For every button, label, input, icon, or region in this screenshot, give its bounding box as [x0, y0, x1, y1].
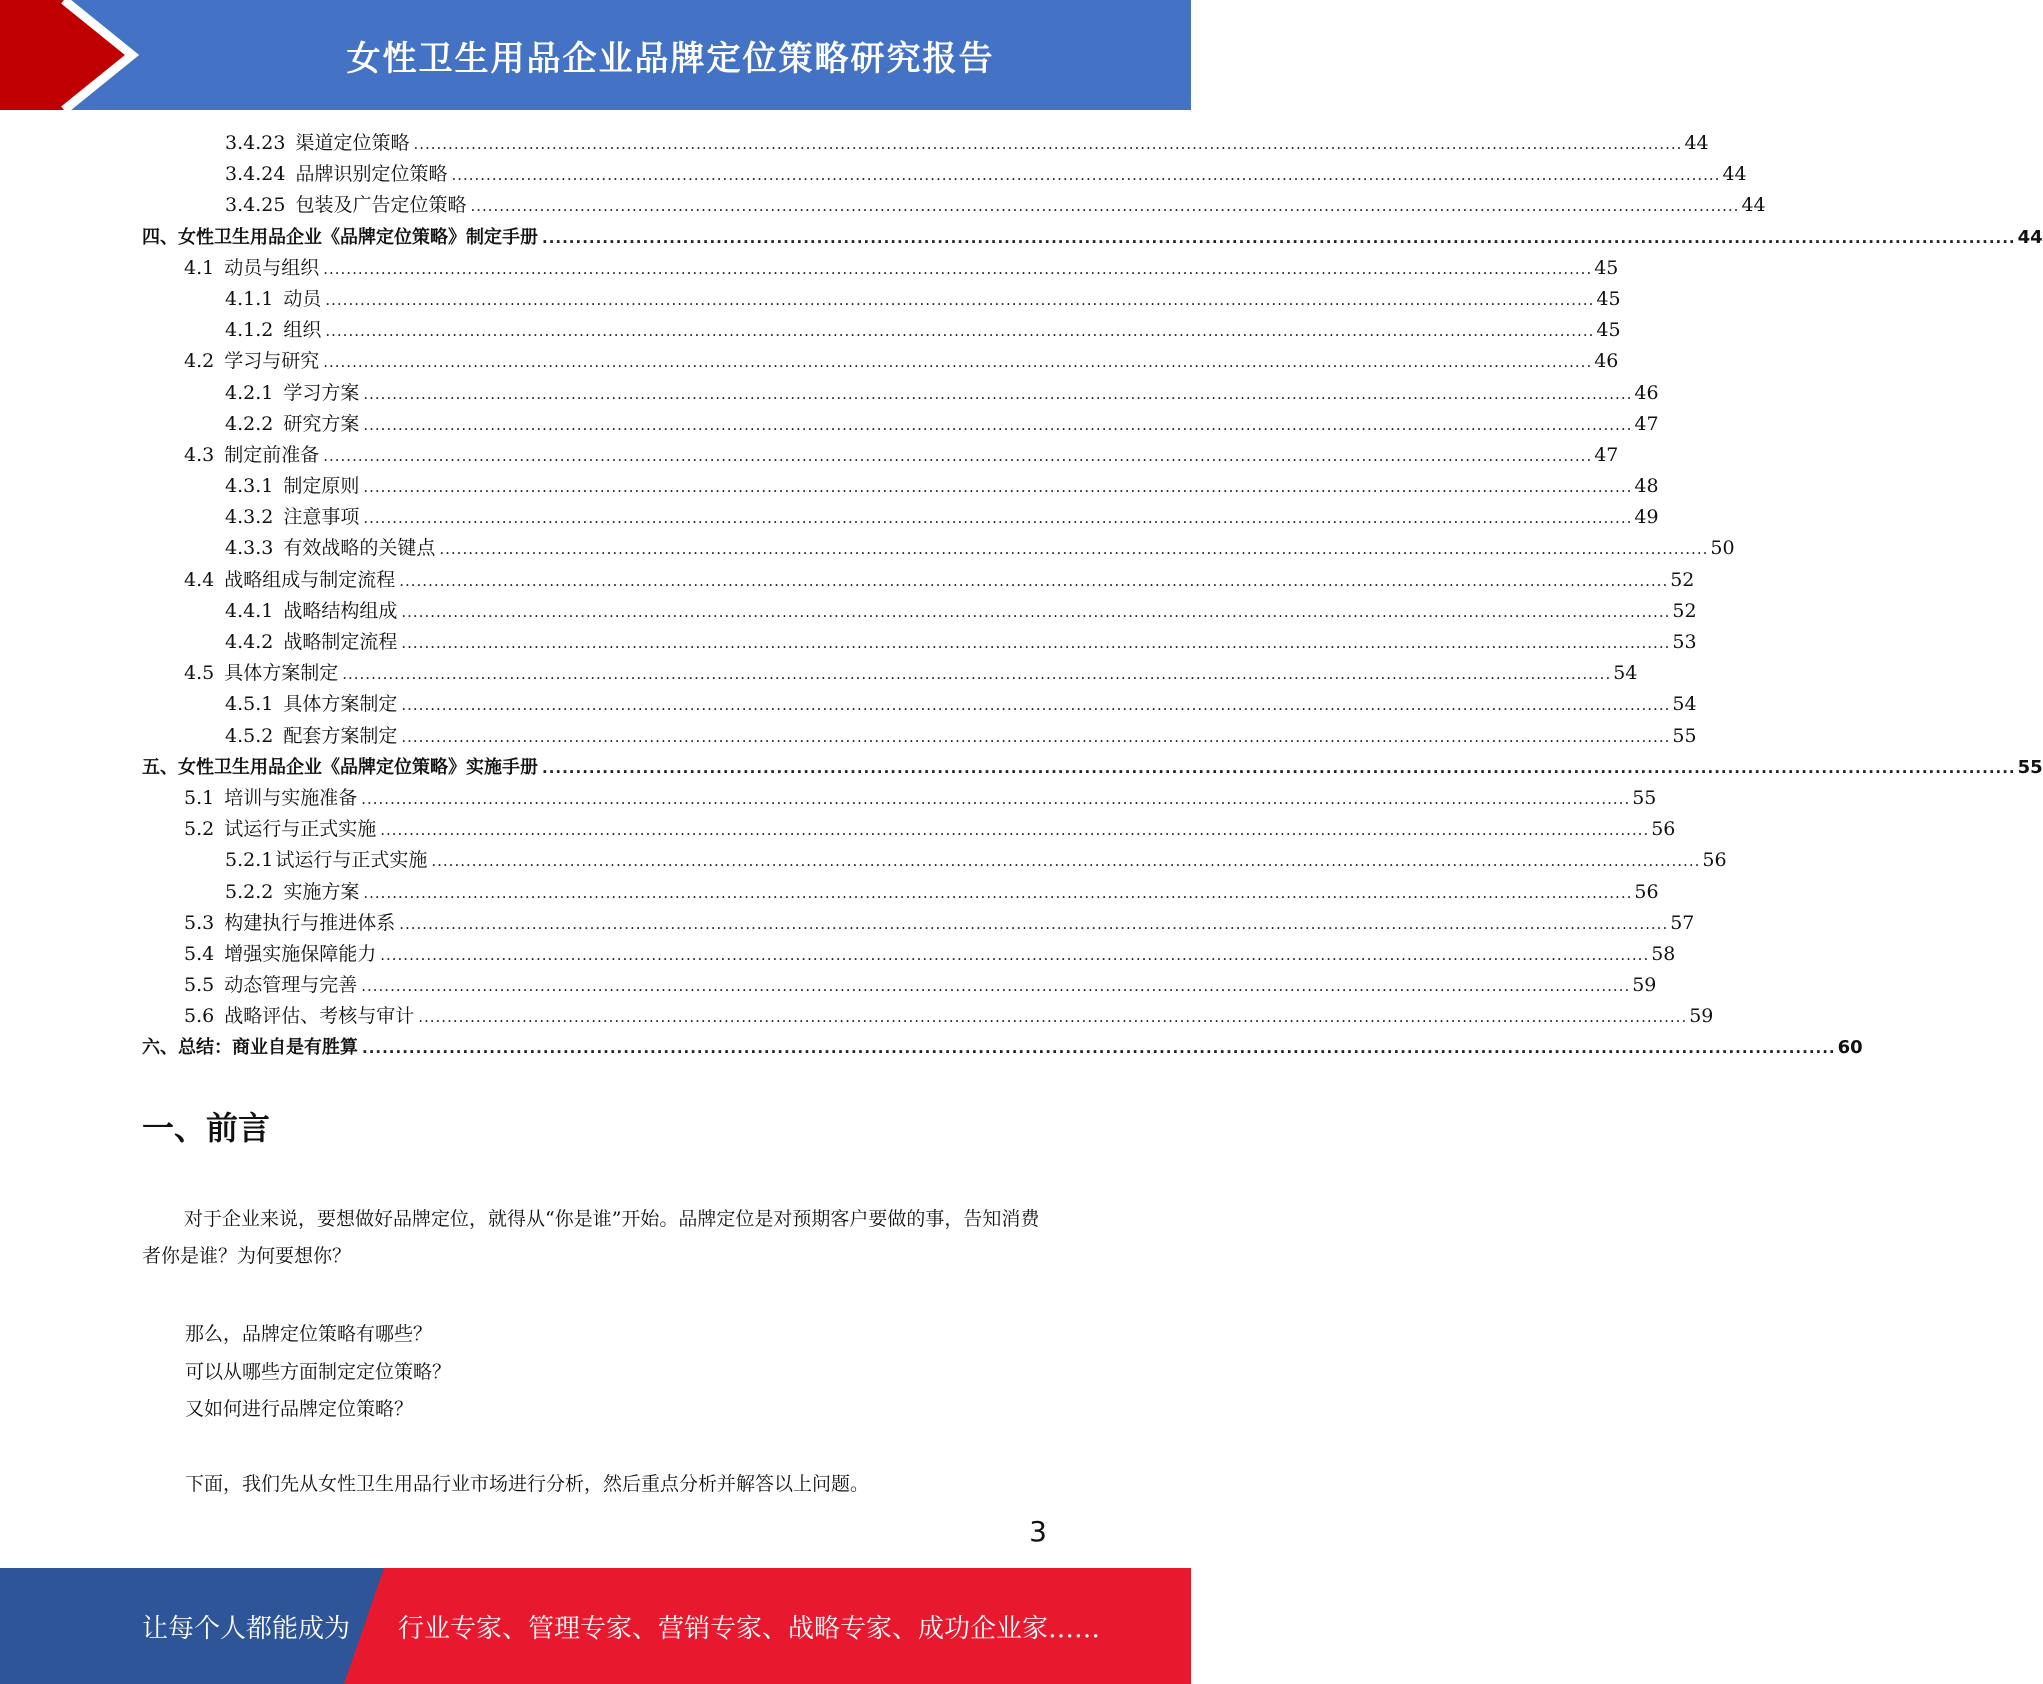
closing-paragraph: 下面，我们先从女性卫生用品行业市场进行分析，然后重点分析并解答以上问题。 — [185, 1473, 870, 1495]
section-heading: 一、前言 — [142, 1109, 271, 1147]
toc-entry-number: 4.1.2 — [225, 319, 274, 342]
toc-entry[interactable]: 5.2.2 实施方案 ............................................................................................................................................................................................................................ 56 — [142, 877, 1047, 908]
page-number: 3 — [1029, 1515, 1047, 1548]
toc-entry-number: 4.2.1 — [225, 381, 274, 404]
toc-dot-leader: ............................................................................................................................................................................................................................ — [325, 322, 1595, 341]
toc-dot-leader: ............................................................................................................................................................................................................................ — [451, 166, 1721, 185]
toc-dot-leader: ............................................................................................................................................................................................................................ — [401, 634, 1671, 652]
toc-dot-leader: ............................................................................................................................................................................................................................ — [363, 478, 1633, 497]
toc-entry-title: 试运行与正式实施 — [275, 849, 428, 872]
toc-dot-leader: ............................................................................................................................................................................................................................ — [413, 135, 1683, 153]
toc-entry[interactable]: 5.5 动态管理与完善 ............................................................................................................................................................................................................................ 59 — [142, 970, 1047, 1001]
toc-entry[interactable]: 4.3.3 有效战略的关键点 ............................................................................................................................................................................................................................ 50 — [142, 533, 1047, 564]
toc-entry[interactable]: 4.5 具体方案制定 ............................................................................................................................................................................................................................ 54 — [142, 658, 1047, 689]
toc-dot-leader: ............................................................................................................................................................................................................................ — [363, 384, 1633, 403]
toc-entry[interactable]: 5.2.1 试运行与正式实施 ............................................................................................................................................................................................................................ 56 — [142, 845, 1047, 876]
toc-dot-leader: ............................................................................................................................................................................................................................ — [323, 353, 1593, 372]
toc-entry[interactable]: 4.1.2 组织 ............................................................................................................................................................................................................................ 45 — [142, 315, 1047, 346]
toc-entry-number: 3.4.24 — [225, 163, 286, 186]
toc-entry-title: 研究方案 — [283, 412, 360, 435]
toc-entry-number: 5.2 — [184, 818, 215, 841]
toc-entry-title: 组织 — [283, 319, 322, 342]
toc-entry-title: 配套方案制定 — [283, 724, 398, 747]
toc-entry[interactable]: 四、女性卫生用品企业《品牌定位策略》制定手册 ............................................................................................................................................................................................................................ 44 — [142, 222, 1047, 253]
toc-entry-title: 学习方案 — [283, 381, 360, 404]
report-title: 女性卫生用品企业品牌定位策略研究报告 — [346, 38, 995, 79]
toc-entry-number: 4.3 — [184, 443, 215, 466]
toc-entry[interactable]: 五、女性卫生用品企业《品牌定位策略》实施手册 ............................................................................................................................................................................................................................ 55 — [142, 752, 1047, 783]
toc-entry[interactable]: 4.5.2 配套方案制定 ............................................................................................................................................................................................................................ 55 — [142, 721, 1047, 752]
toc-entry-number: 5.3 — [184, 911, 215, 934]
page-header — [0, 0, 1191, 110]
toc-entry[interactable]: 4.3.1 制定原则 ............................................................................................................................................................................................................................ 48 — [142, 471, 1047, 502]
toc-entry-number: 5.2.1 — [225, 849, 274, 872]
toc-entry-title: 战略组成与制定流程 — [224, 568, 396, 591]
toc-entry-number: 4.4.1 — [225, 599, 274, 622]
toc-entry-title: 渠道定位策略 — [295, 132, 410, 154]
toc-entry[interactable]: 4.2.1 学习方案 ............................................................................................................................................................................................................................ 46 — [142, 378, 1047, 409]
toc-entry[interactable]: 4.1 动员与组织 ............................................................................................................................................................................................................................ 45 — [142, 253, 1047, 284]
toc-entry[interactable]: 4.3 制定前准备 ............................................................................................................................................................................................................................ 47 — [142, 440, 1047, 471]
toc-dot-leader: ............................................................................................................................................................................................................................ — [431, 852, 1701, 871]
toc-dot-leader: ............................................................................................................................................................................................................................ — [401, 602, 1671, 621]
toc-entry-number: 4.5.1 — [225, 693, 274, 716]
toc-entry-title: 具体方案制定 — [224, 662, 339, 685]
toc-entry-title: 培训与实施准备 — [224, 786, 358, 809]
toc-entry-number: 4.2.2 — [225, 412, 274, 435]
toc-dot-leader: ............................................................................................................................................................................................................................ — [361, 977, 1631, 996]
toc-entry[interactable]: 4.4 战略组成与制定流程 ............................................................................................................................................................................................................................ 52 — [142, 565, 1047, 596]
toc-entry-title: 战略评估、考核与审计 — [224, 1005, 415, 1028]
footer-slogan-right: 行业专家、管理专家、营销专家、战略专家、成功企业家…… — [398, 1613, 1101, 1644]
toc-entry-number: 4.3.2 — [225, 506, 274, 529]
toc-entry-number: 5.2.2 — [225, 880, 274, 903]
toc-entry[interactable]: 4.4.1 战略结构组成 ............................................................................................................................................................................................................................ 52 — [142, 596, 1047, 627]
toc-entry-title: 学习与研究 — [224, 350, 320, 373]
toc-entry[interactable]: 5.2 试运行与正式实施 ............................................................................................................................................................................................................................ 56 — [142, 814, 1047, 845]
toc-entry[interactable]: 5.4 增强实施保障能力 ............................................................................................................................................................................................................................ 58 — [142, 939, 1047, 970]
toc-dot-leader: ............................................................................................................................................................................................................................ — [399, 571, 1669, 590]
toc-entry[interactable]: 3.4.23 渠道定位策略 ............................................................................................................................................................................................................................ 44 — [142, 128, 1047, 159]
toc-entry-title: 动员与组织 — [224, 256, 320, 279]
toc-entry-title: 试运行与正式实施 — [224, 818, 377, 841]
toc-entry[interactable]: 5.6 战略评估、考核与审计 ............................................................................................................................................................................................................................ 59 — [142, 1001, 1047, 1032]
toc-entry[interactable]: 3.4.25 包装及广告定位策略 ............................................................................................................................................................................................................................ 44 — [142, 190, 1047, 221]
toc-entry-number: 5.5 — [184, 974, 215, 997]
toc-entry-title: 战略结构组成 — [283, 599, 398, 622]
toc-dot-leader: ............................................................................................................................................................................................................................ — [380, 821, 1650, 840]
toc-dot-leader: ............................................................................................................................................................................................................................ — [323, 446, 1593, 465]
toc-entry-number: 4.4.2 — [225, 631, 274, 653]
toc-entry-title: 构建执行与推进体系 — [224, 911, 396, 934]
toc-dot-leader: ............................................................................................................................................................................................................................ — [542, 758, 2016, 777]
toc-dot-leader: ............................................................................................................................................................................................................................ — [542, 228, 2016, 247]
toc-entry-title: 增强实施保障能力 — [224, 942, 377, 965]
toc-entry[interactable]: 5.1 培训与实施准备 ............................................................................................................................................................................................................................ 55 — [142, 783, 1047, 814]
toc-entry-title: 制定原则 — [283, 475, 360, 498]
footer-slogan-left: 让每个人都能成为 — [142, 1613, 351, 1644]
intro-paragraph: 对于企业来说，要想做好品牌定位，就得从“你是谁”开始。品牌定位是对预期客户要做的事，告知消费者你是谁？为何要想你？ — [142, 1208, 1040, 1267]
question-line: 可以从哪些方面制定定位策略？ — [185, 1361, 452, 1383]
header-arrow-decoration — [0, 0, 160, 110]
toc-entry-number: 4.1.1 — [225, 287, 274, 310]
toc-dot-leader: ............................................................................................................................................................................................................................ — [380, 945, 1650, 964]
toc-dot-leader: ............................................................................................................................................................................................................................ — [399, 914, 1669, 933]
toc-entry[interactable]: 5.3 构建执行与推进体系 ............................................................................................................................................................................................................................ 57 — [142, 908, 1047, 939]
toc-entry-title: 五、女性卫生用品企业《品牌定位策略》实施手册 — [142, 756, 538, 778]
toc-entry-number: 4.3.3 — [225, 537, 274, 560]
toc-entry-number: 3.4.23 — [225, 132, 286, 154]
toc-entry-number: 4.2 — [184, 350, 215, 373]
toc-dot-leader: ............................................................................................................................................................................................................................ — [363, 415, 1633, 434]
toc-dot-leader: ............................................................................................................................................................................................................................ — [363, 509, 1633, 528]
toc-entry-number: 4.5.2 — [225, 724, 274, 747]
toc-dot-leader: ............................................................................................................................................................................................................................ — [401, 696, 1671, 715]
toc-entry[interactable]: 六、总结：商业自是有胜算 ............................................................................................................................................................................................................................ 60 — [142, 1032, 1047, 1063]
toc-entry-title: 具体方案制定 — [283, 693, 398, 716]
toc-entry[interactable]: 4.1.1 动员 ............................................................................................................................................................................................................................ 45 — [142, 284, 1047, 315]
toc-entry-number: 3.4.25 — [225, 194, 286, 217]
toc-dot-leader: ............................................................................................................................................................................................................................ — [325, 290, 1595, 309]
toc-entry-number: 5.1 — [184, 786, 215, 809]
toc-entry-title: 实施方案 — [283, 880, 360, 903]
toc-dot-leader: ............................................................................................................................................................................................................................ — [363, 883, 1633, 902]
toc-dot-leader: ............................................................................................................................................................................................................................ — [470, 197, 1740, 216]
toc-entry-title: 注意事项 — [283, 506, 360, 529]
toc-entry-title: 有效战略的关键点 — [283, 537, 436, 560]
toc-entry-number: 4.3.1 — [225, 475, 274, 498]
toc-entry-title: 包装及广告定位策略 — [295, 194, 467, 217]
toc-entry-number: 4.5 — [184, 662, 215, 685]
toc-dot-leader: ............................................................................................................................................................................................................................ — [418, 1008, 1688, 1027]
page-footer — [0, 1568, 1191, 1684]
toc-dot-leader: ............................................................................................................................................................................................................................ — [401, 727, 1671, 746]
toc-entry[interactable]: 4.3.2 注意事项 ............................................................................................................................................................................................................................ 49 — [142, 502, 1047, 533]
toc-dot-leader: ............................................................................................................................................................................................................................ — [362, 1039, 1836, 1058]
toc-entry-number: 5.6 — [184, 1005, 215, 1028]
toc-dot-leader: ............................................................................................................................................................................................................................ — [361, 789, 1631, 808]
table-of-contents — [142, 128, 2043, 1064]
toc-entry[interactable]: 4.2.2 研究方案 ............................................................................................................................................................................................................................ 47 — [142, 409, 1047, 440]
toc-entry-title: 制定前准备 — [224, 443, 320, 466]
toc-entry-title: 动员 — [283, 287, 322, 310]
toc-entry[interactable]: 3.4.24 品牌识别定位策略 ............................................................................................................................................................................................................................ 44 — [142, 159, 1047, 190]
toc-entry[interactable]: 4.4.2 战略制定流程 ............................................................................................................................................................................................................................ 53 — [142, 627, 1047, 658]
question-line: 那么，品牌定位策略有哪些？ — [185, 1323, 433, 1345]
question-line: 又如何进行品牌定位策略？ — [185, 1398, 414, 1420]
toc-dot-leader: ............................................................................................................................................................................................................................ — [439, 540, 1709, 559]
toc-entry-title: 战略制定流程 — [283, 631, 398, 653]
toc-entry-number: 4.4 — [184, 568, 215, 591]
toc-entry-title: 六、总结：商业自是有胜算 — [142, 1037, 358, 1059]
toc-dot-leader: ............................................................................................................................................................................................................................ — [323, 259, 1593, 278]
toc-entry-title: 动态管理与完善 — [224, 974, 358, 997]
toc-entry-title: 品牌识别定位策略 — [295, 163, 448, 186]
toc-entry-number: 5.4 — [184, 942, 215, 965]
toc-dot-leader: ............................................................................................................................................................................................................................ — [342, 665, 1612, 684]
toc-entry-number: 4.1 — [184, 256, 215, 279]
toc-entry[interactable]: 4.5.1 具体方案制定 ............................................................................................................................................................................................................................ 54 — [142, 689, 1047, 720]
toc-entry-title: 四、女性卫生用品企业《品牌定位策略》制定手册 — [142, 226, 538, 248]
toc-entry[interactable]: 4.2 学习与研究 ............................................................................................................................................................................................................................ 46 — [142, 346, 1047, 377]
